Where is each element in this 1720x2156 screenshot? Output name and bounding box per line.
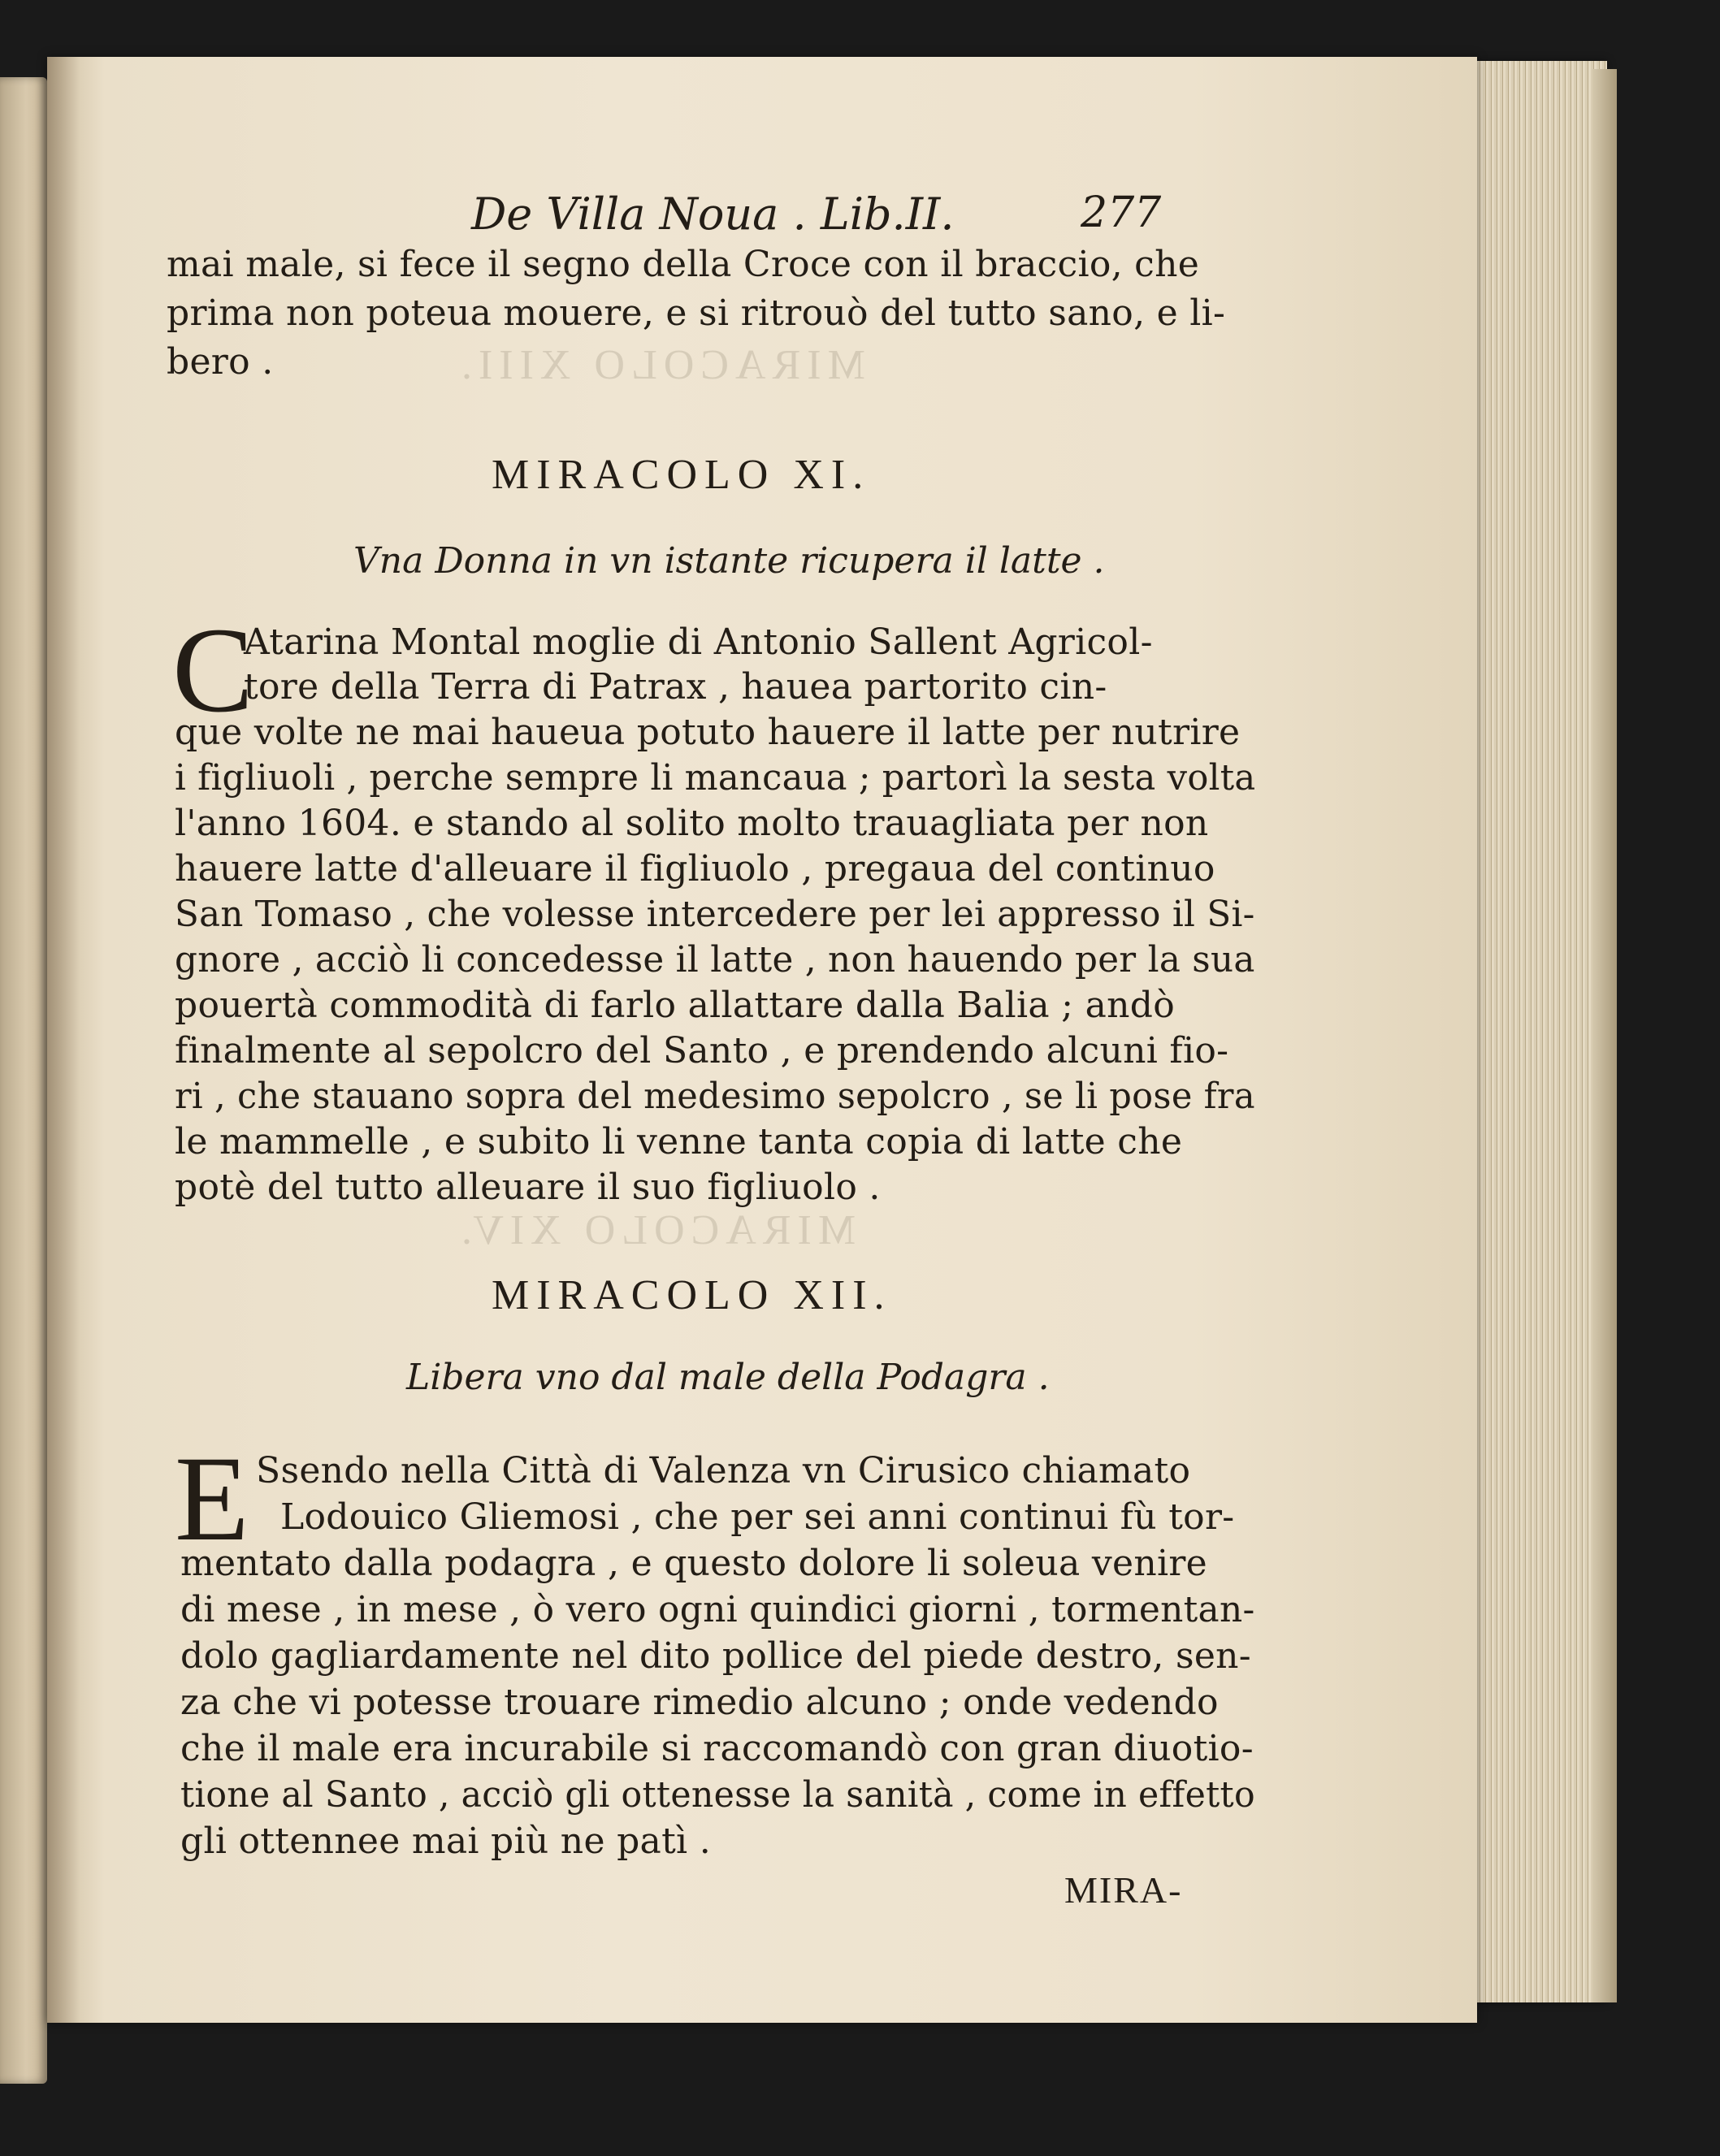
text-line: tore della Terra di Patrax , hauea partorito cin- (244, 666, 1107, 708)
show-through-2: MIRACOLO XIV. (455, 1207, 856, 1253)
text-line: Atarina Montal moglie di Antonio Sallent Agricol- (244, 621, 1153, 663)
text-line: San Tomaso , che volesse intercedere per lei appresso il Si- (175, 894, 1255, 935)
page-block-edges (1477, 61, 1607, 2002)
section-subtitle: Vna Donna in vn istante ricupera il latte . (353, 540, 1105, 582)
section-subtitle: Libera vno dal male della Podagra . (406, 1357, 1050, 1398)
text-line: hauere latte d'alleuare il figliuolo , pregaua del continuo (175, 848, 1215, 890)
running-header: De Villa Noua . Lib.II. (471, 188, 955, 240)
catchword: MIRA- (1064, 1869, 1183, 1911)
section-heading: MIRACOLO XII. (492, 1272, 892, 1318)
text-line: prima non poteua mouere, e si ritrouò del tutto sano, e li- (167, 292, 1226, 334)
text-line: gnore , acciò li concedesse il latte , non hauendo per la sua (175, 939, 1255, 981)
text-line: bero . (167, 341, 274, 383)
text-line: di mese , in mese , ò vero ogni quindici giorni , tormentan- (180, 1589, 1255, 1630)
text-line: che il male era incurabile si raccomandò con gran diuotio- (180, 1728, 1254, 1769)
text-line: Lodouico Gliemosi , che per sei anni continui fù tor- (280, 1496, 1235, 1538)
text-line: za che vi potesse trouare rimedio alcuno ; onde vedendo (180, 1682, 1219, 1723)
text-line: mai male, si fece il segno della Croce con il braccio, che (167, 244, 1200, 285)
page-number: 277 (1081, 188, 1162, 237)
text-line: pouertà commodità di farlo allattare dalla Balia ; andò (175, 985, 1175, 1026)
text-line: potè del tutto alleuare il suo figliuolo . (175, 1167, 881, 1208)
text-line: dolo gagliardamente nel dito pollice del piede destro, sen- (180, 1635, 1251, 1677)
text-line: tione al Santo , acciò gli ottenesse la sanità , come in effetto (180, 1774, 1255, 1816)
show-through-1: MIRACOLO XIII. (455, 342, 865, 388)
left-page-edge (0, 77, 47, 2084)
text-line: l'anno 1604. e stando al solito molto trauagliata per non (175, 803, 1209, 844)
text-line: i figliuoli , perche sempre li mancaua ; partorì la sesta volta (175, 757, 1256, 799)
text-line: mentato dalla podagra , e questo dolore li soleua venire (180, 1543, 1208, 1584)
text-line: ri , che stauano sopra del medesimo sepolcro , se li pose fra (175, 1076, 1255, 1117)
cover-edge (1592, 69, 1617, 2002)
text-line: finalmente al sepolcro del Santo , e prendendo alcuni fio- (175, 1030, 1229, 1072)
text-line: le mammelle , e subito li venne tanta copia di latte che (175, 1121, 1183, 1162)
text-line: Ssendo nella Città di Valenza vn Cirusico chiamato (256, 1450, 1191, 1491)
text-line: que volte ne mai haueua potuto hauere il latte per nutrire (175, 712, 1241, 753)
gutter-shadow (47, 57, 80, 2023)
drop-cap: E (175, 1431, 249, 1566)
section-heading: MIRACOLO XI. (492, 452, 871, 498)
drop-cap: C (172, 603, 254, 738)
text-line: gli ottennee mai più ne patì . (180, 1820, 711, 1862)
